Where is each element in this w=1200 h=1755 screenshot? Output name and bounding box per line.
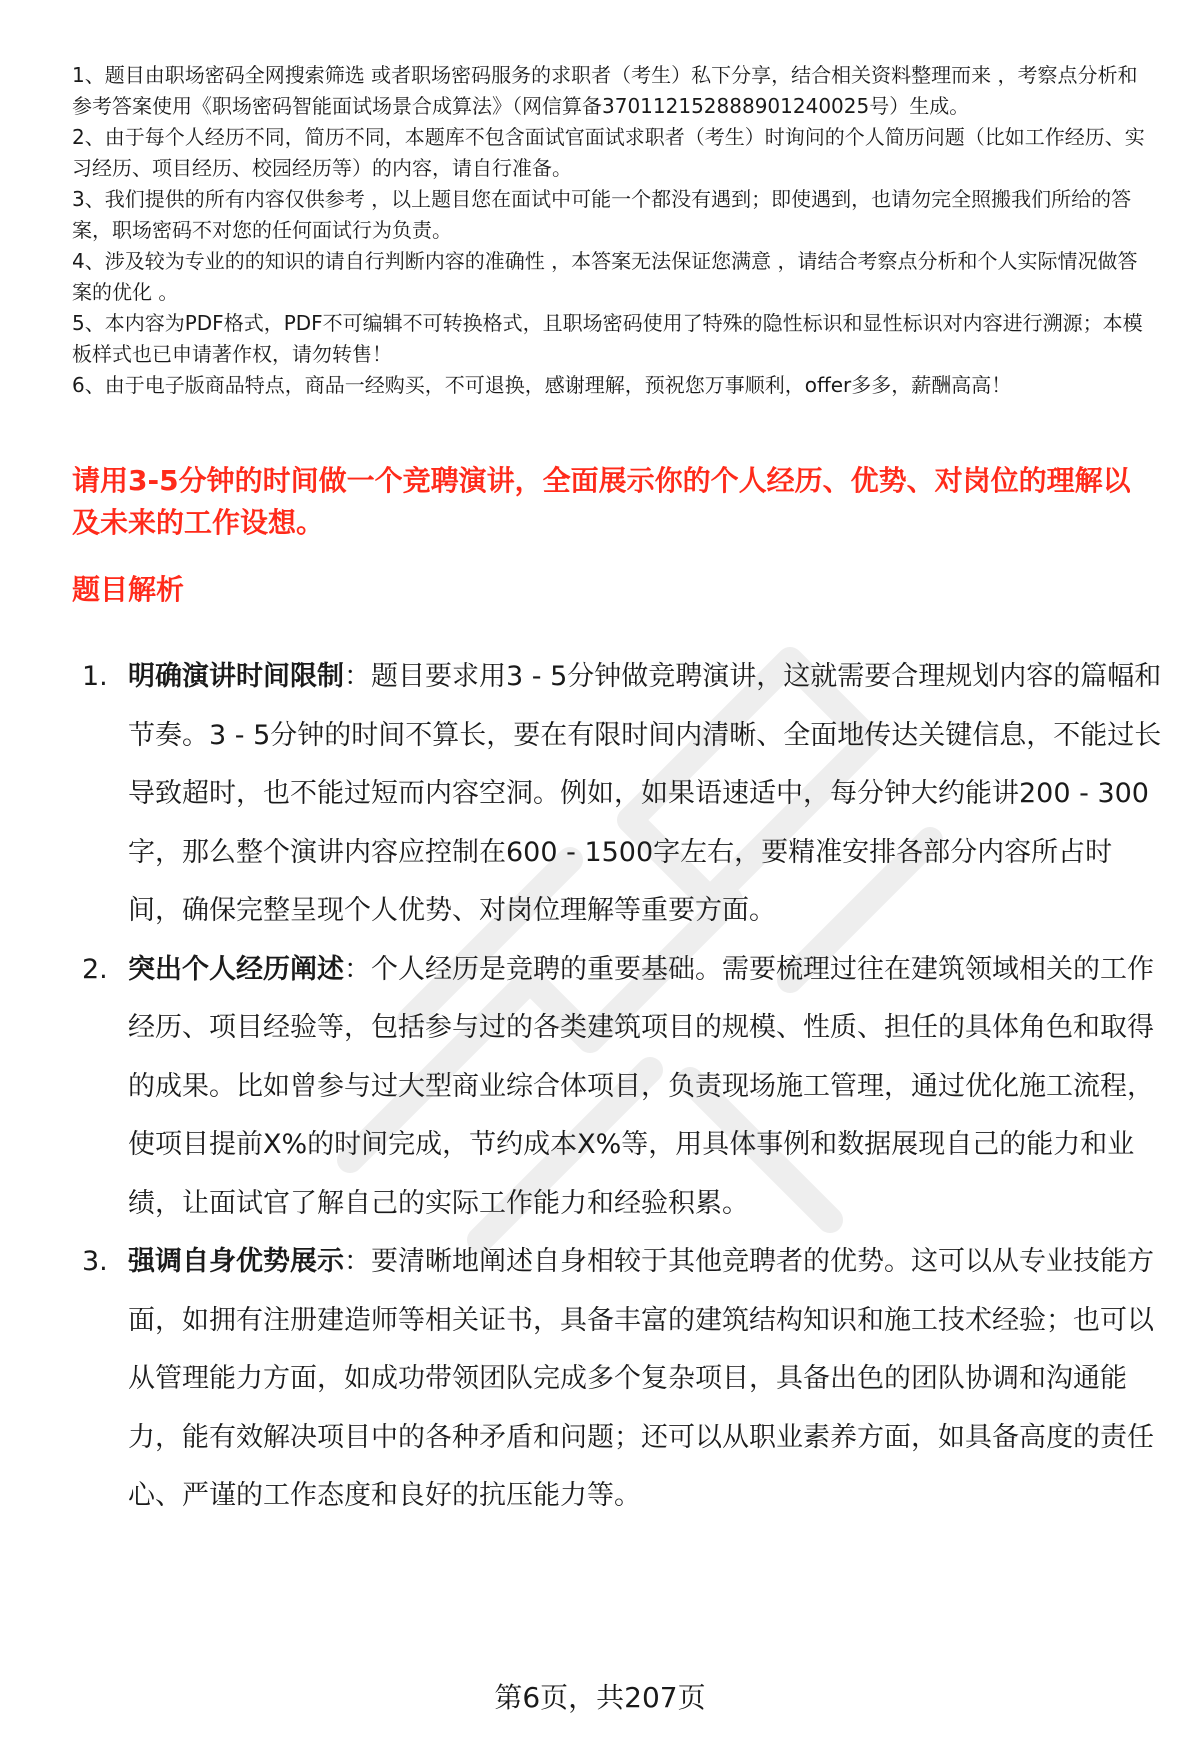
item-text: ：题目要求用3 - 5分钟做竞聘演讲，这就需要合理规划内容的篇幅和节奏。3 - 5分钟的时间不算长，要在有限时间内清晰、全面地传达关键信息，不能过长导致超时，也不能过短而内容空洞。例如，如果语速适中，每分钟大约能讲200 - 300字，那么整个演讲内容应控制在600 - 1500字左右，要精准安排各部分内容所占时间，确保完整呈现个人优势、对岗位理解等重要方面。 xyxy=(128,661,1162,926)
disclaimer-item: 4、涉及较为专业的的知识的请自行判断内容的准确性 ，本答案无法保证您满意 ，请结合考察点分析和个人实际情况做答案的优化 。 xyxy=(72,249,1138,304)
item-number: 2. xyxy=(82,953,108,985)
item-number: 1. xyxy=(82,661,108,692)
disclaimer-item: 2、由于每个人经历不同，简历不同，本题库不包含面试官面试求职者（考生）时询问的个人简历问题（比如工作经历、实习经历、项目经历、校园经历等）的内容，请自行准备。 xyxy=(72,125,1145,180)
item-text: ：要清晰地阐述自身相较于其他竞聘者的优势。这可以从专业技能方面，如拥有注册建造师等相关证书，具备丰富的建筑结构知识和施工技术经验；也可以从管理能力方面，如成功带领团队完成多个复杂项目，具备出色的团队协调和沟通能力，能有效解决项目中的各种矛盾和问题；还可以从职业素养方面，如具备高度的责任心、严谨的工作态度和良好的抗压能力等。 xyxy=(128,1246,1154,1511)
item-lead: 明确演讲时间限制 xyxy=(128,661,344,692)
disclaimer-item: 1、题目由职场密码全网搜索筛选 或者职场密码服务的求职者（考生）私下分享，结合相关资料整理而来 ，考察点分析和参考答案使用《职场密码智能面试场景合成算法》（网信算备370112152888901240025号）生成。 xyxy=(72,63,1138,118)
item-text: ：个人经历是竞聘的重要基础。需要梳理过往在建筑领域相关的工作经历、项目经验等，包括参与过的各类建筑项目的规模、性质、担任的具体角色和取得的成果。比如曾参与过大型商业综合体项目，负责现场施工管理，通过优化施工流程，使项目提前X%的时间完成，节约成本X%等，用具体事例和数据展现自己的能力和业绩，让面试官了解自己的实际工作能力和经验积累。 xyxy=(128,953,1154,1219)
disclaimer-item: 6、由于电子版商品特点，商品一经购买，不可退换，感谢理解，预祝您万事顺利，offer多多，薪酬高高！ xyxy=(72,373,1012,397)
question-heading: 请用3-5分钟的时间做一个竞聘演讲，全面展示你的个人经历、优势、对岗位的理解以及未来的工作设想。 xyxy=(72,464,1131,539)
item-number: 3. xyxy=(82,1246,108,1277)
disclaimer-block xyxy=(72,60,1152,401)
analysis-list xyxy=(82,648,1162,1526)
analysis-item xyxy=(82,1233,1162,1526)
page-number: 第6页，共207页 xyxy=(494,1681,706,1714)
item-lead: 突出个人经历阐述 xyxy=(128,953,344,985)
disclaimer-item: 3、我们提供的所有内容仅供参考 ，以上题目您在面试中可能一个都没有遇到；即使遇到，也请勿完全照搬我们所给的答案，职场密码不对您的任何面试行为负责。 xyxy=(72,187,1132,242)
analysis-item xyxy=(82,648,1162,941)
item-lead: 强调自身优势展示 xyxy=(128,1246,344,1277)
disclaimer-item: 5、本内容为PDF格式，PDF不可编辑不可转换格式，且职场密码使用了特殊的隐性标识和显性标识对内容进行溯源；本模板样式也已申请著作权，请勿转售！ xyxy=(72,311,1143,366)
analysis-item xyxy=(82,941,1162,1234)
section-title: 题目解析 xyxy=(72,573,185,606)
